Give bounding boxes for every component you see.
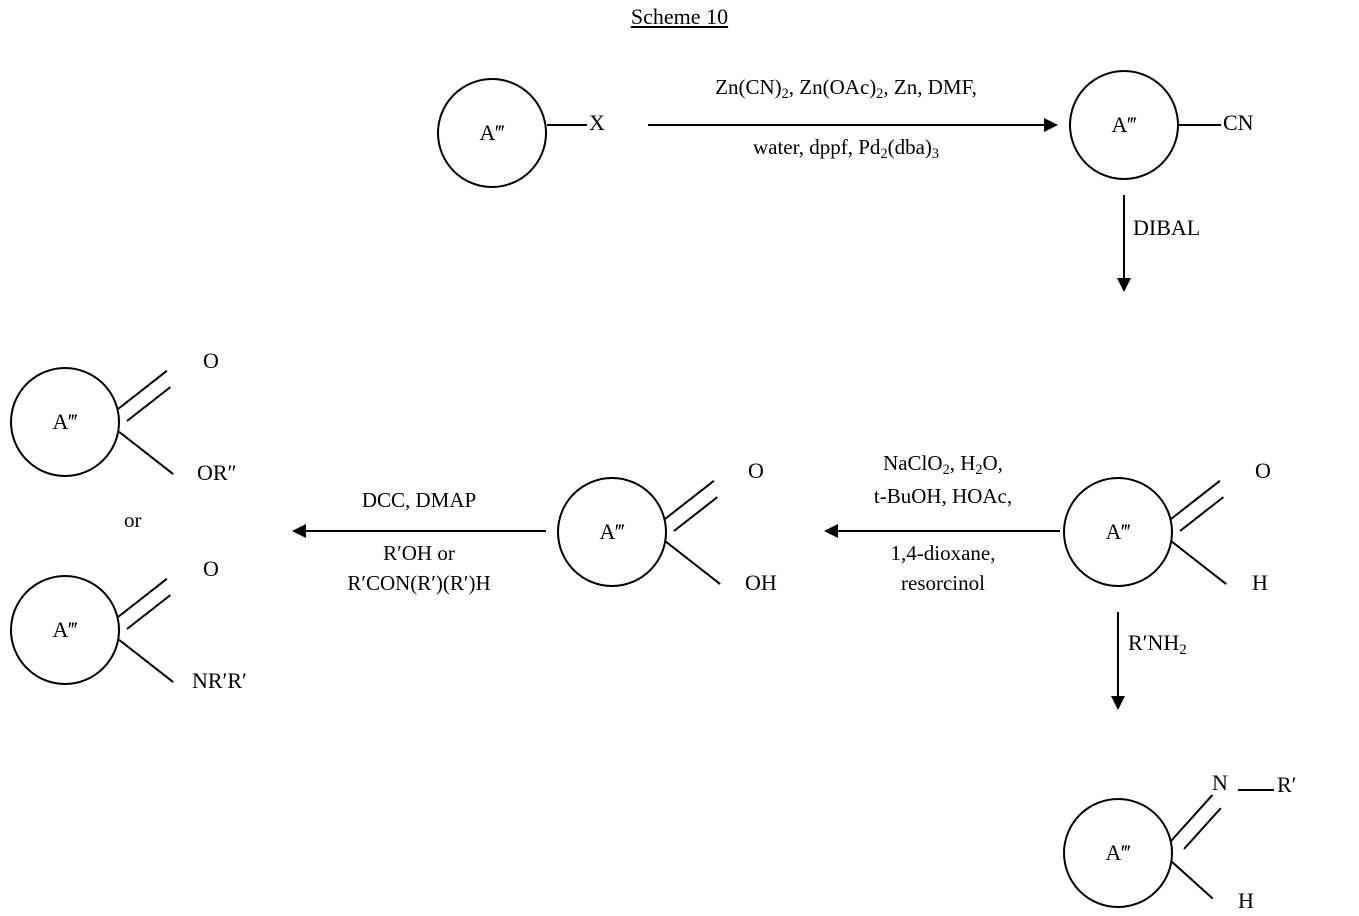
conditions-oxidation-line4: resorcinol xyxy=(901,571,985,596)
conditions-oxidation-line3: 1,4-dioxane, xyxy=(890,541,996,565)
bond-imine-c-n xyxy=(1170,794,1213,841)
bond-aryl-cn xyxy=(1179,124,1221,126)
bond-ester-c-or xyxy=(117,430,173,475)
label-substituent-x: X xyxy=(589,110,605,135)
reaction-arrow-oxidation-line xyxy=(838,530,1060,532)
conditions-oxidation-bottom xyxy=(828,538,1058,599)
label-amide-oxygen: O xyxy=(203,556,219,581)
bond-imine-c-n-double xyxy=(1183,807,1221,849)
or-connector: or xyxy=(124,508,142,532)
core-label: A‴ xyxy=(479,120,505,145)
bond-ester-c-up xyxy=(117,370,167,410)
bond-aryl-x xyxy=(547,124,587,126)
reaction-arrow-dibal-line xyxy=(1123,195,1125,280)
conditions-imine-formation: $R'NH_2$ xyxy=(1128,630,1187,659)
core-label: A‴ xyxy=(52,617,78,642)
label-imine-hydrogen: H xyxy=(1238,888,1254,913)
structure-aryl-halide-core xyxy=(437,78,547,188)
label-ester-oxygen: O xyxy=(203,348,219,373)
reaction-arrow-oxidation-head xyxy=(824,524,838,538)
structure-aldehyde-core xyxy=(1063,477,1173,587)
label-aldehyde-oxygen: O xyxy=(1255,458,1271,483)
reaction-arrow-cyanation-head xyxy=(1044,118,1058,132)
conditions-cyanation-line1: $Zn(CN)_2$, $Zn(OAc)_2$, Zn, DMF, xyxy=(715,75,977,102)
structure-amide-core xyxy=(10,575,120,685)
bond-acid-c-up xyxy=(664,480,714,520)
structure-ester-core xyxy=(10,367,120,477)
reaction-arrow-coupling-line xyxy=(306,530,546,532)
bond-ester-c-up-double xyxy=(126,386,171,421)
bond-acid-c-up-double xyxy=(673,496,718,531)
label-acid-hydroxyl: OH xyxy=(745,570,777,595)
conditions-coupling-line3: R′CON(R′)(R′)H xyxy=(347,571,491,596)
label-aldehyde-hydrogen: H xyxy=(1252,570,1268,595)
conditions-dibal: DIBAL xyxy=(1133,215,1201,240)
bond-amide-c-up xyxy=(117,578,167,618)
label-ester-alkoxy: OR″ xyxy=(197,460,237,485)
structure-imine-core xyxy=(1063,798,1173,908)
reaction-arrow-coupling-head xyxy=(292,524,306,538)
structure-acid-core xyxy=(557,477,667,587)
conditions-coupling-line1: DCC, DMAP xyxy=(361,488,477,512)
bond-aldehyde-c-up-double xyxy=(1179,496,1224,531)
label-imine-n-substituent: R′ xyxy=(1277,772,1297,797)
structure-nitrile-core xyxy=(1069,70,1179,180)
bond-aldehyde-c-h xyxy=(1170,540,1226,585)
conditions-coupling-line2: R′OH or xyxy=(383,541,455,565)
reaction-arrow-dibal-head xyxy=(1117,278,1131,292)
core-label: A‴ xyxy=(1111,112,1137,137)
core-label: A‴ xyxy=(599,519,625,544)
bond-aldehyde-c-up xyxy=(1170,480,1220,520)
conditions-oxidation-line1: NaClO$_2$, $H_2O$, xyxy=(883,451,1003,478)
label-substituent-cn: CN xyxy=(1223,110,1254,135)
conditions-coupling-top xyxy=(300,485,538,515)
bond-acid-c-oh xyxy=(664,540,720,585)
conditions-cyanation xyxy=(636,72,1056,105)
label-amide-nitrogen-group: NR′R′ xyxy=(192,668,247,693)
label-imine-nitrogen: N xyxy=(1212,770,1228,795)
scheme-title: Scheme 10 xyxy=(630,4,729,29)
conditions-cyanation-line2: water, dppf, $Pd_2(dba)_3$ xyxy=(752,135,940,162)
conditions-oxidation-top xyxy=(828,448,1058,511)
bond-imine-n-r xyxy=(1238,789,1274,791)
core-label: A‴ xyxy=(1105,840,1131,865)
reaction-arrow-cyanation-line xyxy=(648,124,1044,126)
label-acid-oxygen: O xyxy=(748,458,764,483)
core-label: A‴ xyxy=(1105,519,1131,544)
bond-amide-c-up-double xyxy=(126,594,171,629)
conditions-coupling-bottom xyxy=(300,538,538,599)
core-label: A‴ xyxy=(52,409,78,434)
bond-amide-c-n xyxy=(117,638,173,683)
bond-imine-c-h xyxy=(1170,860,1213,899)
reaction-arrow-imine-line xyxy=(1117,612,1119,698)
reaction-arrow-imine-head xyxy=(1111,696,1125,710)
conditions-oxidation-line2: t-BuOH, HOAc, xyxy=(873,483,1013,508)
